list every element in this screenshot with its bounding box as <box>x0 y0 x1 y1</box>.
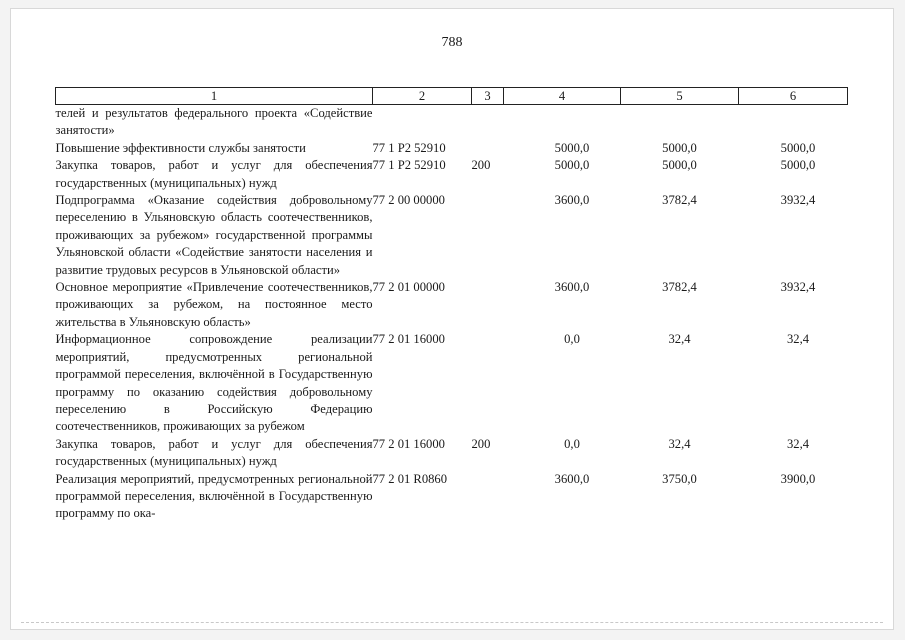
row-value-cell: 32,4 <box>786 436 810 451</box>
row-value-cell: 5000,0 <box>554 158 590 173</box>
row-code-cell: 77 2 01 00000 <box>372 280 445 295</box>
row-code-cell: 77 1 P2 52910 <box>372 158 446 173</box>
column-header: 2 <box>373 88 472 105</box>
table-row <box>56 279 848 331</box>
column-header: 4 <box>504 88 621 105</box>
table-row <box>56 192 848 279</box>
table-row <box>56 157 848 192</box>
row-value-cell <box>739 105 848 140</box>
row-value-cell: 3600,0 <box>554 471 590 486</box>
row-type-cell: 200 <box>471 158 491 173</box>
row-value-cell: 3900,0 <box>780 471 816 486</box>
row-value-cell: 5000,0 <box>662 140 697 155</box>
row-name-cell: Подпрограмма «Оказание содействия добровольному переселению в Ульяновскую область соотечественников, проживающих за рубежом» государственной программы Ульяновской области «Содействие занятости населения и развитие трудовых ресурсов в Ульяновской области» <box>55 193 373 277</box>
row-value-cell: 0,0 <box>564 332 580 347</box>
row-value-cell: 5000,0 <box>662 158 697 173</box>
row-name-cell: Реализация мероприятий, предусмотренных региональной программой переселения, включённой в Государственную программу по ока- <box>55 471 373 521</box>
row-code-cell: 77 2 01 16000 <box>372 332 445 347</box>
table-body <box>56 105 848 523</box>
row-type-cell <box>472 140 504 157</box>
table-row <box>56 105 848 140</box>
row-code-cell: 77 1 P2 52910 <box>372 140 446 155</box>
row-name-cell: Повышение эффективности службы занятости <box>55 140 306 155</box>
page-bottom-edge <box>21 622 883 623</box>
row-type-cell: 200 <box>471 436 491 451</box>
table-row <box>56 331 848 435</box>
row-value-cell: 32,4 <box>786 332 810 347</box>
row-value-cell: 5000,0 <box>554 140 590 155</box>
row-value-cell <box>504 105 621 140</box>
table-row <box>56 471 848 523</box>
row-type-cell <box>472 192 504 279</box>
row-code-cell: 77 2 00 00000 <box>372 193 445 208</box>
column-header: 5 <box>621 88 739 105</box>
row-name-cell: Основное мероприятие «Привлечение соотечественников, проживающих за рубежом, на постоянное место жительства в Ульяновскую область» <box>55 280 373 329</box>
row-value-cell: 3932,4 <box>780 280 816 295</box>
document-page <box>10 8 894 630</box>
row-value-cell: 0,0 <box>564 436 580 451</box>
row-value-cell: 3750,0 <box>662 471 697 486</box>
row-code-cell <box>373 105 472 140</box>
row-name-cell: Закупка товаров, работ и услуг для обеспечения государственных (муниципальных) нужд <box>55 158 373 190</box>
column-header: 3 <box>472 88 504 105</box>
row-value-cell: 3932,4 <box>780 193 816 208</box>
table-header-row <box>56 88 848 105</box>
row-name-cell: телей и результатов федерального проекта «Содействие занятости» <box>55 106 373 138</box>
row-value-cell: 5000,0 <box>780 140 816 155</box>
column-header: 6 <box>739 88 848 105</box>
row-value-cell: 5000,0 <box>780 158 816 173</box>
budget-table <box>55 87 848 523</box>
row-value-cell: 3600,0 <box>554 280 590 295</box>
row-value-cell: 32,4 <box>668 332 691 347</box>
row-value-cell: 3782,4 <box>662 193 697 208</box>
row-name-cell: Информационное сопровождение реализации мероприятий, предусмотренных региональной программой переселения, включённой в Государственную программу по оказанию содействия добровольному переселению в Российскую Федерацию соотечественников, проживающих за рубежом <box>55 332 373 434</box>
row-type-cell <box>472 471 504 523</box>
row-code-cell: 77 2 01 16000 <box>372 436 445 451</box>
page-number: 788 <box>441 35 463 50</box>
row-type-cell <box>472 279 504 331</box>
row-value-cell: 3600,0 <box>554 193 590 208</box>
row-value-cell: 32,4 <box>668 436 691 451</box>
row-type-cell <box>472 331 504 435</box>
table-row <box>56 140 848 157</box>
row-code-cell: 77 2 01 R0860 <box>372 471 448 486</box>
row-name-cell: Закупка товаров, работ и услуг для обеспечения государственных (муниципальных) нужд <box>55 436 373 469</box>
row-value-cell <box>621 105 739 140</box>
row-type-cell <box>472 105 504 140</box>
table-row <box>56 436 848 471</box>
column-header: 1 <box>56 88 373 105</box>
row-value-cell: 3782,4 <box>662 280 697 295</box>
